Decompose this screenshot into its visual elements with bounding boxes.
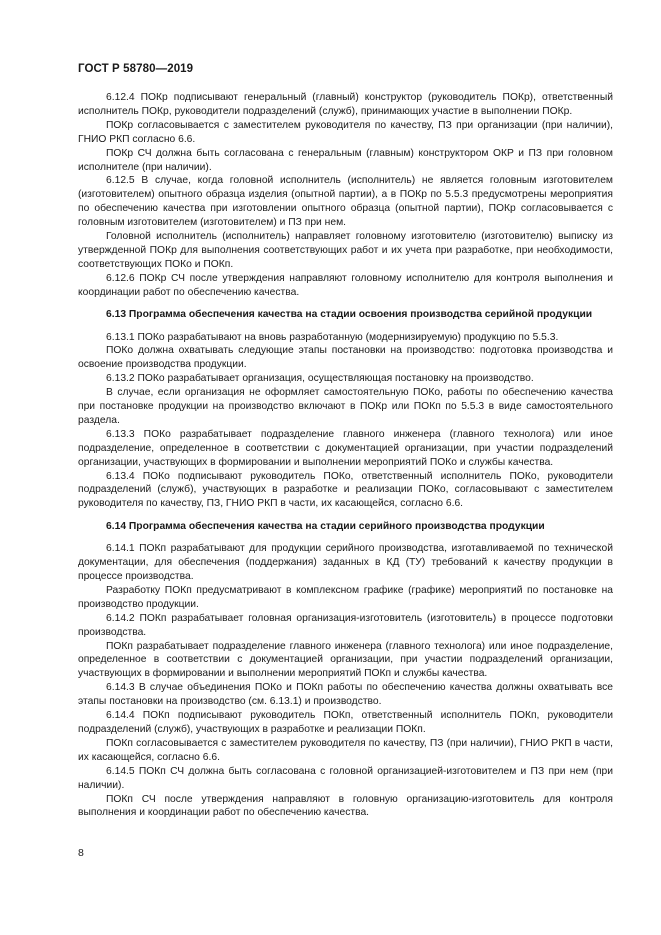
paragraph: 6.13.4 ПОКо подписывают руководитель ПОКо, ответственный исполнитель ПОКо, руководители подразделений (служб), участвующих в разработке и реализации ПОКо, согласовывают с заместителем руководителя по качеству, ПЗ, ГНИО РКП в части, их касающейся, согласно 6.6. bbox=[78, 470, 613, 510]
paragraph: 6.14.4 ПОКп подписывают руководитель ПОКп, ответственный исполнитель ПОКп, руководители подразделений (служб), участвующих в разработке и реализации ПОКп. bbox=[78, 710, 613, 735]
paragraph: 6.12.6 ПОКр СЧ после утверждения направляют головному исполнителю для контроля выполнения и координации работ по обеспечению качества. bbox=[78, 272, 613, 298]
paragraph: Головной исполнитель (исполнитель) направляет головному изготовителю (изготовителю) выписку из утвержденной ПОКр для выполнения соответствующих работ и их учета при разработке, при необходимости, соответствующих ПОКо и ПОКп. bbox=[78, 231, 613, 270]
paragraph: ПОКо должна охватывать следующие этапы постановки на производство: подготовка производства и освоение производства продукции. bbox=[78, 345, 613, 371]
paragraph: 6.13.1 ПОКо разрабатывают на вновь разработанную (модернизируемую) продукцию по 5.5.3. bbox=[106, 331, 559, 343]
document-header: ГОСТ Р 58780—2019 bbox=[78, 63, 194, 75]
paragraph: ПОКп разрабатывает подразделение главного инженера (главного технолога) или иное подразделение, определенное в соответствии с документацией организации, при участии подразделений организации, участвующих в формировании и выполнении мероприятий ПОКп и службы качества. bbox=[78, 640, 613, 680]
paragraph: ПОКп согласовывается с заместителем руководителя по качеству, ПЗ (при наличии), ГНИО РКП в части, их касающейся, согласно 6.6. bbox=[78, 737, 613, 763]
document-body bbox=[78, 91, 613, 820]
paragraph: В случае, если организация не оформляет самостоятельную ПОКо, работы по обеспечению качества при постановке продукции на производство включают в ПОКр или ПОКп по 5.5.3 в виде самостоятельного раздела. bbox=[78, 387, 613, 426]
paragraph: 6.12.4 ПОКр подписывают генеральный (главный) конструктор (руководитель ПОКр), ответственный исполнитель ПОКр, руководители подразделений (служб), принимающих участие в выполнении ПОКр. bbox=[78, 92, 613, 117]
paragraph: ПОКр согласовывается с заместителем руководителя по качеству, ПЗ при организации (при наличии), ГНИО РКП согласно 6.6. bbox=[78, 119, 613, 145]
page-number: 8 bbox=[78, 847, 84, 859]
section-heading-6-13: 6.13 Программа обеспечения качества на стадии освоения производства серийной продукции bbox=[106, 309, 593, 321]
paragraph: Разработку ПОКп предусматривают в комплексном графике (графике) мероприятий по постановке на производство продукции. bbox=[78, 584, 613, 610]
paragraph: 6.14.2 ПОКп разрабатывает головная организация-изготовитель (изготовитель) в процессе подготовки производства. bbox=[78, 612, 613, 638]
paragraph: 6.14.5 ПОКп СЧ должна быть согласована с головной организацией-изготовителем и ПЗ при нем (при наличии). bbox=[78, 765, 613, 791]
paragraph: ПОКр СЧ должна быть согласована с генеральным (главным) конструктором ОКР и ПЗ при головном исполнителе (при наличии). bbox=[78, 147, 613, 173]
section-heading-6-14: 6.14 Программа обеспечения качества на стадии серийного производства продукции bbox=[106, 520, 545, 532]
paragraph: ПОКп СЧ после утверждения направляют в головную организацию-изготовитель для контроля выполнения и координации работ по обеспечению качества. bbox=[78, 793, 613, 819]
paragraph: 6.13.2 ПОКо разрабатывает организация, осуществляющая постановку на производство. bbox=[106, 373, 534, 385]
paragraph: 6.14.3 В случае объединения ПОКо и ПОКп работы по обеспечению качества должны охватывать все этапы постановки на производство (см. 6.13.1) и производство. bbox=[78, 682, 613, 708]
paragraph: 6.12.5 В случае, когда головной исполнитель (исполнитель) не является головным изготовителем (изготовителем) опытного образца изделия (опытной партии), а в ПОКр по 5.5.3 предусмотрены мероприятия по обеспечению качества при изготовлении опытного образца (опытной партии), ПОКр согласовывается с головным изготовителем (изготовителем) и ПЗ при нем. bbox=[78, 175, 613, 229]
paragraph: 6.14.1 ПОКп разрабатывают для продукции серийного производства, изготавливаемой по технической документации, для обеспечения (поддержания) заданных в КД (ТУ) требований к качеству продукции в процессе производства. bbox=[78, 543, 613, 582]
paragraph: 6.13.3 ПОКо разрабатывает подразделение главного инженера (главного технолога) или иное подразделение, определенное в соответствии с документацией организации, при участии подразделений организации, участвующих в формировании и выполнении мероприятий ПОКо и службы качества. bbox=[78, 428, 613, 468]
